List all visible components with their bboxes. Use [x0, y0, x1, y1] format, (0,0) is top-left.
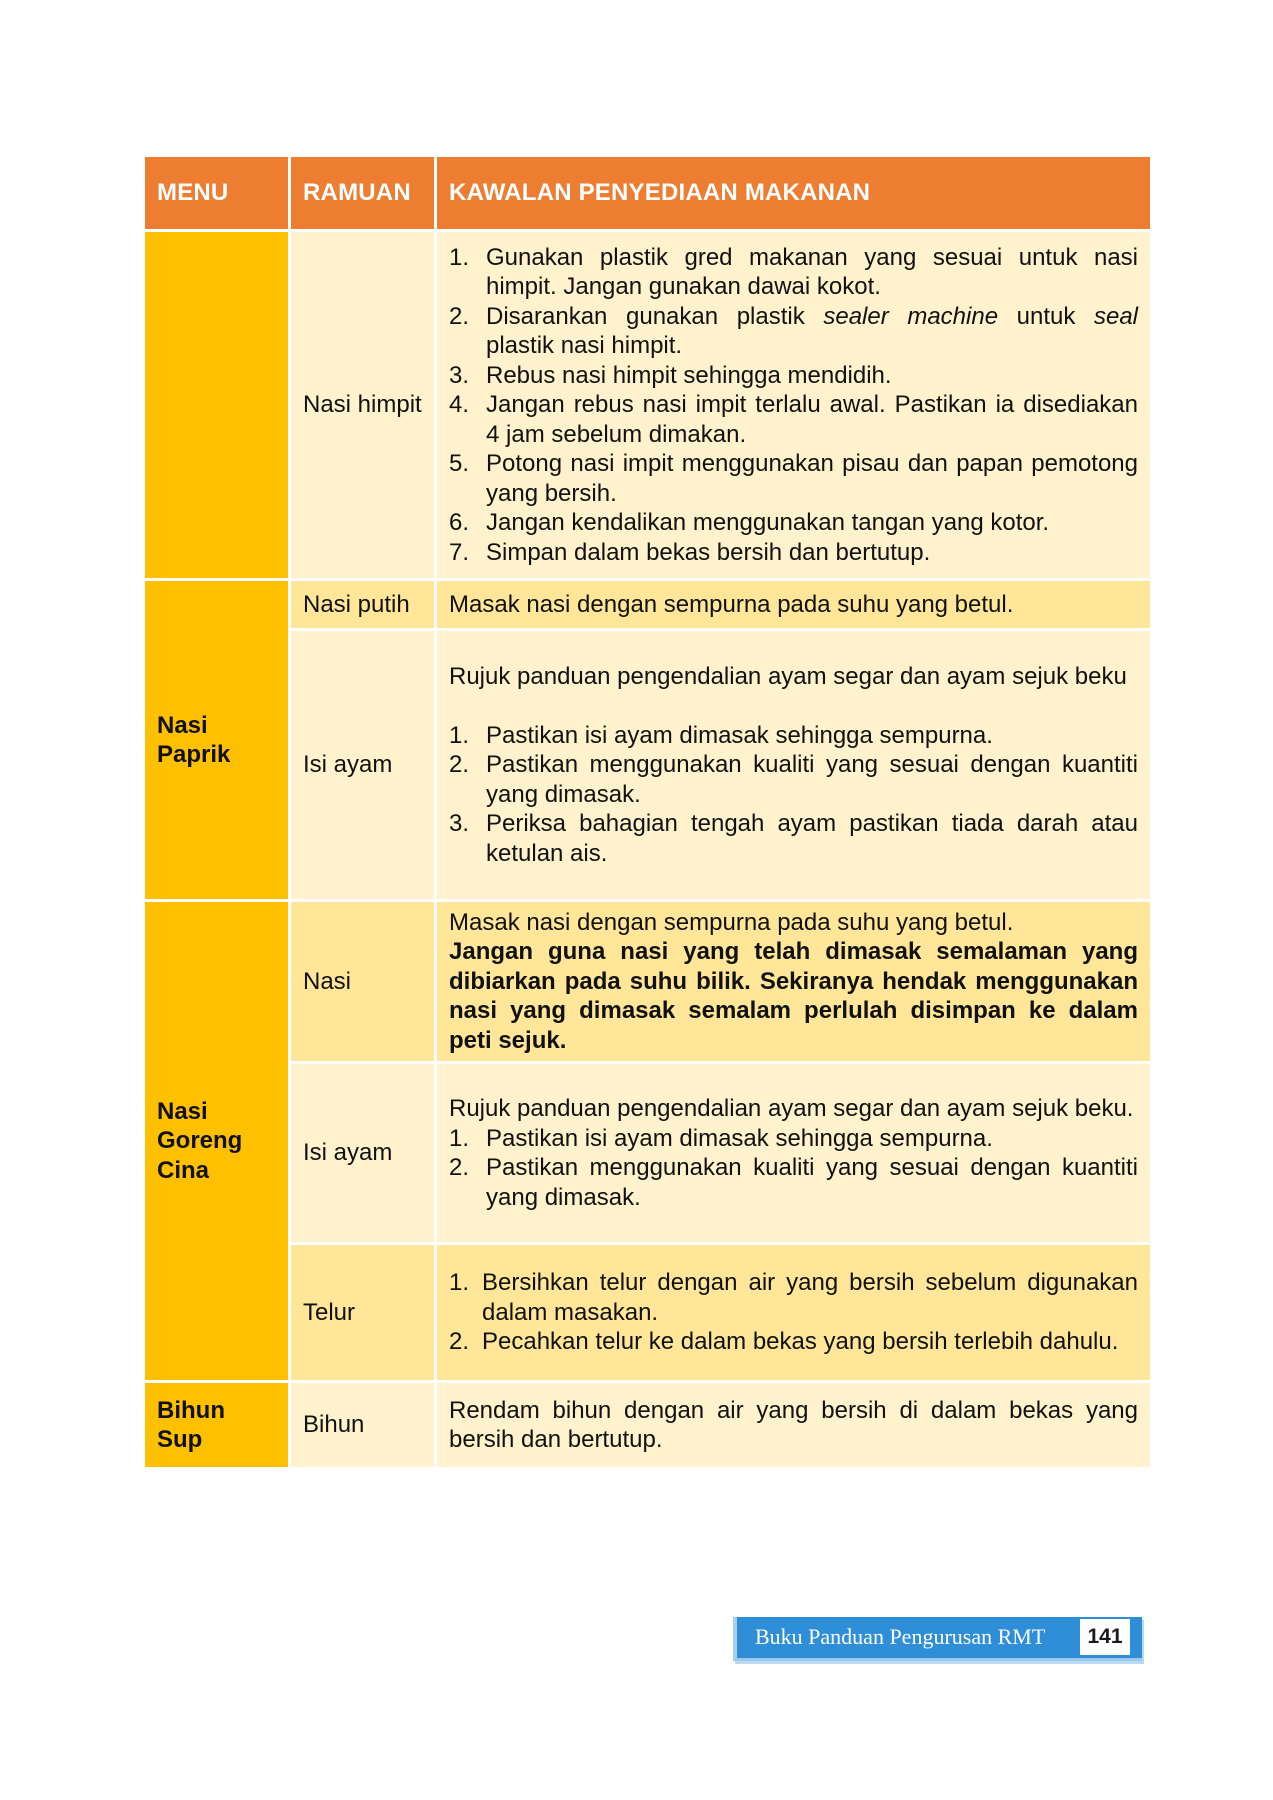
header-kawalan: KAWALAN PENYEDIAAN MAKANAN — [436, 156, 1152, 231]
control-nasi-putih: Masak nasi dengan sempurna pada suhu yang betul. — [436, 580, 1152, 630]
control-warning: Jangan guna nasi yang telah dimasak semalaman yang dibiarkan pada suhu bilik. Sekiranya hendak menggunakan nasi yang dimasak semalam perlulah disimpan ke dalam peti sejuk. — [449, 938, 1138, 1054]
menu-cell-empty — [144, 231, 290, 580]
list-item: 6. Jangan kendalikan menggunakan tangan yang kotor. — [449, 509, 1050, 537]
table-row — [144, 1382, 1152, 1469]
list-item: 1. Pastikan isi ayam dimasak sehingga sempurna. — [449, 1124, 993, 1152]
control-nasi — [436, 901, 1152, 1063]
menu-nasi-goreng-cina: Nasi Goreng Cina — [144, 901, 290, 1382]
control-text: Masak nasi dengan sempurna pada suhu yang betul. — [449, 908, 1014, 936]
control-intro: Rujuk panduan pengendalian ayam segar dan ayam sejuk beku — [449, 663, 1127, 690]
control-nasi-himpit — [436, 231, 1152, 580]
table-row — [144, 901, 1152, 1063]
list-item: 4. Jangan rebus nasi impit terlalu awal. Pastikan ia disediakan 4 jam sebelum dimakan. — [449, 391, 1138, 448]
ingredient-bihun: Bihun — [290, 1382, 436, 1469]
page-number: 141 — [1080, 1619, 1130, 1655]
list-item: 2. Pastikan menggunakan kualiti yang sesuai dengan kuantiti yang dimasak. — [449, 751, 1138, 808]
list-item: 1. Pastikan isi ayam dimasak sehingga sempurna. — [449, 721, 993, 749]
control-intro: Rujuk panduan pengendalian ayam segar dan ayam sejuk beku. — [449, 1095, 1134, 1122]
table-row — [144, 630, 1152, 901]
footer-title: Buku Panduan Pengurusan RMT — [755, 1624, 1046, 1649]
header-menu: MENU — [144, 156, 290, 231]
ingredient-isi-ayam: Isi ayam — [290, 630, 436, 901]
steps-list — [449, 243, 1138, 568]
menu-nasi-paprik: Nasi Paprik — [144, 580, 290, 901]
list-item: 2. Pecahkan telur ke dalam bekas yang bersih terlebih dahulu. — [449, 1328, 1119, 1356]
list-item: 7. Simpan dalam bekas bersih dan bertutup. — [449, 538, 931, 566]
steps-list — [449, 721, 1138, 869]
list-item: 1. Gunakan plastik gred makanan yang sesuai untuk nasi himpit. Jangan gunakan dawai kokot. — [449, 243, 1138, 301]
list-item: 2. Pastikan menggunakan kualiti yang sesuai dengan kuantiti yang dimasak. — [449, 1154, 1138, 1211]
ingredient-nasi: Nasi — [290, 901, 436, 1063]
ingredient-isi-ayam: Isi ayam — [290, 1063, 436, 1244]
control-isi-ayam — [436, 1063, 1152, 1244]
ingredient-nasi-himpit: Nasi himpit — [290, 231, 436, 580]
list-item: 5. Potong nasi impit menggunakan pisau dan papan pemotong yang bersih. — [449, 450, 1138, 507]
footer-banner — [733, 1617, 1142, 1661]
steps-list — [449, 1268, 1138, 1357]
steps-list — [449, 1124, 1138, 1213]
table-row — [144, 580, 1152, 630]
control-isi-ayam — [436, 630, 1152, 901]
table-header-row — [144, 156, 1152, 231]
menu-bihun-sup: Bihun Sup — [144, 1382, 290, 1469]
table-row — [144, 231, 1152, 580]
list-item: 2. Disarankan gunakan plastik sealer machine untuk seal plastik nasi himpit. — [449, 302, 1139, 360]
control-bihun: Rendam bihun dengan air yang bersih di dalam bekas yang bersih dan bertutup. — [436, 1382, 1152, 1469]
list-item: 1. Bersihkan telur dengan air yang bersih sebelum digunakan dalam masakan. — [449, 1269, 1138, 1326]
ingredient-nasi-putih: Nasi putih — [290, 580, 436, 630]
list-item: 3. Rebus nasi himpit sehingga mendidih. — [449, 361, 892, 389]
list-item: 3. Periksa bahagian tengah ayam pastikan tiada darah atau ketulan ais. — [449, 810, 1138, 867]
control-telur — [436, 1244, 1152, 1382]
header-ramuan: RAMUAN — [290, 156, 436, 231]
page-footer — [733, 1617, 1141, 1661]
food-control-table — [142, 154, 1153, 1470]
table-row — [144, 1063, 1152, 1244]
ingredient-telur: Telur — [290, 1244, 436, 1382]
table-row — [144, 1244, 1152, 1382]
